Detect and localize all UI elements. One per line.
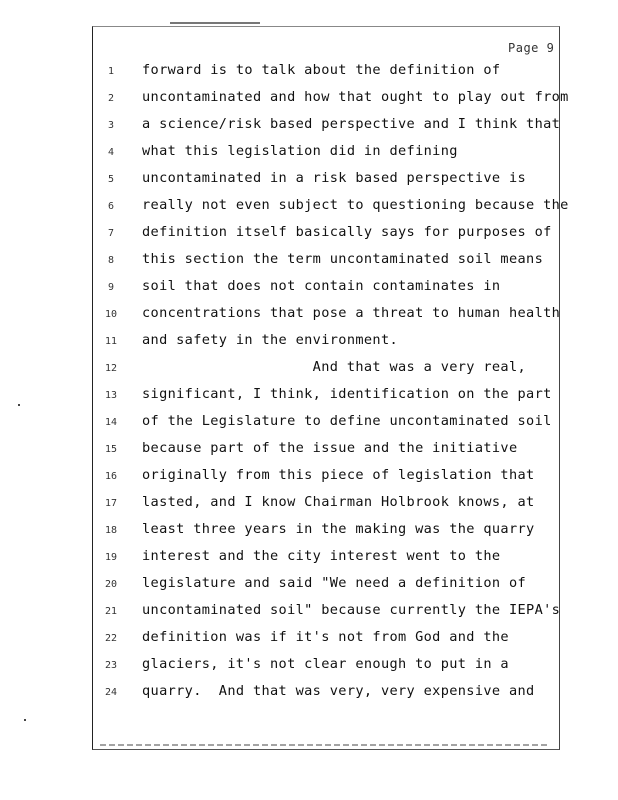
- line-number: 13: [104, 390, 118, 401]
- transcript-line: [0, 467, 618, 491]
- line-number: 12: [104, 363, 118, 374]
- line-number: 22: [104, 633, 118, 644]
- transcript-line: [0, 224, 618, 248]
- line-text: definition itself basically says for purposes of: [142, 224, 552, 240]
- line-text: soil that does not contain contaminates in: [142, 278, 501, 294]
- transcript-line: [0, 656, 618, 680]
- line-number: 16: [104, 471, 118, 482]
- transcript-line: [0, 575, 618, 599]
- transcript-line: [0, 629, 618, 653]
- line-number: 6: [107, 201, 115, 212]
- transcript-line: [0, 548, 618, 572]
- line-number: 8: [107, 255, 115, 266]
- line-text: originally from this piece of legislation that: [142, 467, 535, 483]
- line-text: quarry. And that was very, very expensive and: [142, 683, 535, 699]
- line-number: 3: [107, 120, 115, 131]
- transcript-line: [0, 683, 618, 707]
- line-text: concentrations that pose a threat to human health: [142, 305, 561, 321]
- line-number: 11: [104, 336, 118, 347]
- transcript-line: [0, 521, 618, 545]
- line-text: and safety in the environment.: [142, 332, 399, 348]
- transcript-line: [0, 494, 618, 518]
- transcript-line: [0, 386, 618, 410]
- line-text: glaciers, it's not clear enough to put in a: [142, 656, 509, 672]
- transcript-line: [0, 89, 618, 113]
- line-text: definition was if it's not from God and the: [142, 629, 509, 645]
- line-number: 5: [107, 174, 115, 185]
- transcript-line: [0, 143, 618, 167]
- page-number: Page 9: [508, 41, 555, 55]
- transcript-line: [0, 359, 618, 383]
- line-number: 21: [104, 606, 118, 617]
- line-number: 19: [104, 552, 118, 563]
- line-text: this section the term uncontaminated soil means: [142, 251, 544, 267]
- line-text: of the Legislature to define uncontaminated soil: [142, 413, 552, 429]
- transcript-line: [0, 170, 618, 194]
- line-text: really not even subject to questioning because the: [142, 197, 569, 213]
- line-number: 7: [107, 228, 115, 239]
- line-text: uncontaminated in a risk based perspective is: [142, 170, 527, 186]
- transcript-line: [0, 332, 618, 356]
- line-text: uncontaminated and how that ought to play out from: [142, 89, 569, 105]
- line-number: 18: [104, 525, 118, 536]
- line-number: 24: [104, 687, 118, 698]
- transcript-line: [0, 278, 618, 302]
- transcript-line: [0, 197, 618, 221]
- line-text: significant, I think, identification on the part: [142, 386, 552, 402]
- line-number: 14: [104, 417, 118, 428]
- transcript-line: [0, 116, 618, 140]
- line-number: 10: [104, 309, 118, 320]
- line-number: 15: [104, 444, 118, 455]
- line-number: 17: [104, 498, 118, 509]
- line-number: 20: [104, 579, 118, 590]
- line-number: 2: [107, 93, 115, 104]
- line-number: 9: [107, 282, 115, 293]
- line-text: forward is to talk about the definition of: [142, 62, 501, 78]
- line-number: 4: [107, 147, 115, 158]
- line-text: lasted, and I know Chairman Holbrook knows, at: [142, 494, 535, 510]
- transcript-line: [0, 602, 618, 626]
- line-text: And that was a very real,: [142, 359, 527, 375]
- line-number: 1: [107, 66, 115, 77]
- line-text: what this legislation did in defining: [142, 143, 458, 159]
- line-number: 23: [104, 660, 118, 671]
- transcript-line: [0, 251, 618, 275]
- line-text: legislature and said "We need a definition of: [142, 575, 527, 591]
- transcript-line: [0, 440, 618, 464]
- line-text: uncontaminated soil" because currently the IEPA's: [142, 602, 561, 618]
- scan-speck: [24, 719, 26, 721]
- line-text: least three years in the making was the quarry: [142, 521, 535, 537]
- line-text: a science/risk based perspective and I think that: [142, 116, 561, 132]
- scan-artifact-top: [170, 22, 260, 24]
- transcript-line: [0, 413, 618, 437]
- scan-artifact-bottom: [100, 744, 550, 746]
- transcript-line: [0, 305, 618, 329]
- line-text: because part of the issue and the initiative: [142, 440, 518, 456]
- transcript-line: [0, 62, 618, 86]
- line-text: interest and the city interest went to the: [142, 548, 501, 564]
